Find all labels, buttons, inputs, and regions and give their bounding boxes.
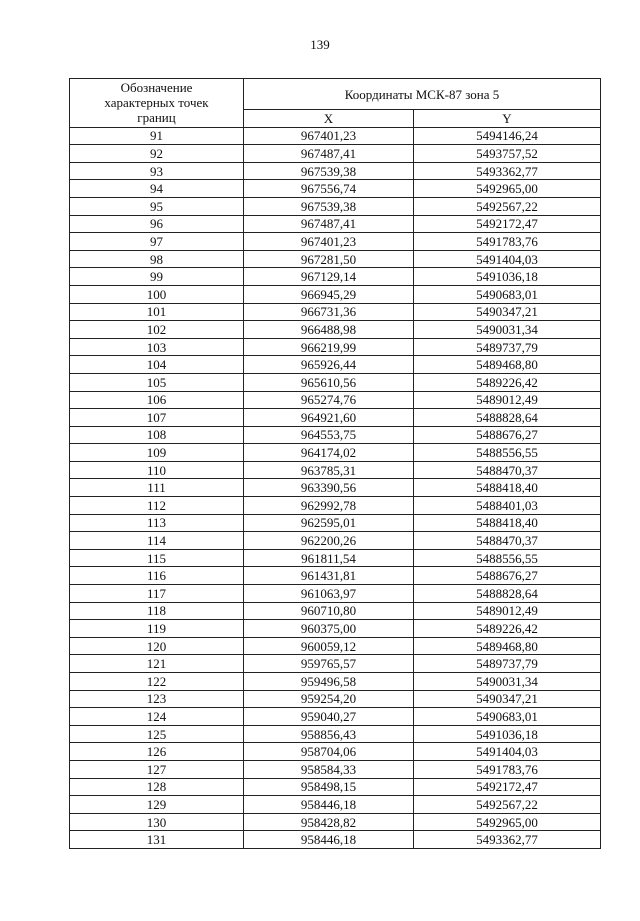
cell-point: 122 xyxy=(70,673,244,691)
cell-y: 5490683,01 xyxy=(414,708,601,726)
cell-y: 5488401,03 xyxy=(414,497,601,515)
cell-point: 104 xyxy=(70,356,244,374)
cell-point: 118 xyxy=(70,602,244,620)
cell-x: 965610,56 xyxy=(244,373,414,391)
cell-x: 967401,23 xyxy=(244,233,414,251)
cell-y: 5489012,49 xyxy=(414,391,601,409)
cell-y: 5488676,27 xyxy=(414,426,601,444)
cell-point: 97 xyxy=(70,233,244,251)
table-row xyxy=(70,813,601,831)
table-row xyxy=(70,585,601,603)
cell-y: 5490683,01 xyxy=(414,285,601,303)
cell-y: 5491036,18 xyxy=(414,268,601,286)
cell-x: 962200,26 xyxy=(244,532,414,550)
cell-y: 5488470,37 xyxy=(414,461,601,479)
cell-y: 5491783,76 xyxy=(414,760,601,778)
cell-point: 100 xyxy=(70,285,244,303)
cell-y: 5493757,52 xyxy=(414,145,601,163)
cell-x: 967401,23 xyxy=(244,127,414,145)
cell-point: 115 xyxy=(70,549,244,567)
header-y: Y xyxy=(414,110,601,128)
cell-y: 5492965,00 xyxy=(414,813,601,831)
cell-y: 5490347,21 xyxy=(414,303,601,321)
cell-y: 5492172,47 xyxy=(414,778,601,796)
header-coordinates: Координаты МСК-87 зона 5 xyxy=(244,79,601,110)
cell-x: 967487,41 xyxy=(244,215,414,233)
cell-point: 107 xyxy=(70,409,244,427)
table-row xyxy=(70,391,601,409)
cell-y: 5490031,34 xyxy=(414,673,601,691)
cell-point: 96 xyxy=(70,215,244,233)
cell-x: 964553,75 xyxy=(244,426,414,444)
table-row xyxy=(70,268,601,286)
cell-point: 121 xyxy=(70,655,244,673)
cell-x: 967556,74 xyxy=(244,180,414,198)
table-header xyxy=(70,79,601,128)
cell-point: 129 xyxy=(70,796,244,814)
cell-point: 103 xyxy=(70,338,244,356)
cell-point: 110 xyxy=(70,461,244,479)
cell-y: 5489737,79 xyxy=(414,655,601,673)
cell-x: 961063,97 xyxy=(244,585,414,603)
table-row xyxy=(70,567,601,585)
cell-y: 5488418,40 xyxy=(414,514,601,532)
cell-x: 958498,15 xyxy=(244,778,414,796)
cell-point: 125 xyxy=(70,725,244,743)
table-row xyxy=(70,321,601,339)
cell-x: 958446,18 xyxy=(244,796,414,814)
cell-x: 958428,82 xyxy=(244,813,414,831)
cell-y: 5489226,42 xyxy=(414,373,601,391)
cell-y: 5489012,49 xyxy=(414,602,601,620)
cell-point: 106 xyxy=(70,391,244,409)
cell-y: 5489226,42 xyxy=(414,620,601,638)
cell-x: 959040,27 xyxy=(244,708,414,726)
table-row xyxy=(70,356,601,374)
table-row xyxy=(70,215,601,233)
cell-point: 130 xyxy=(70,813,244,831)
cell-y: 5490347,21 xyxy=(414,690,601,708)
cell-point: 114 xyxy=(70,532,244,550)
table-row xyxy=(70,655,601,673)
cell-x: 959496,58 xyxy=(244,673,414,691)
table-body xyxy=(70,127,601,848)
table-row xyxy=(70,338,601,356)
cell-y: 5489737,79 xyxy=(414,338,601,356)
cell-y: 5494146,24 xyxy=(414,127,601,145)
table-row xyxy=(70,285,601,303)
cell-point: 108 xyxy=(70,426,244,444)
table-row xyxy=(70,708,601,726)
cell-point: 99 xyxy=(70,268,244,286)
table-row xyxy=(70,145,601,163)
cell-y: 5488676,27 xyxy=(414,567,601,585)
cell-y: 5488828,64 xyxy=(414,585,601,603)
cell-y: 5491404,03 xyxy=(414,743,601,761)
table-row xyxy=(70,549,601,567)
cell-x: 959765,57 xyxy=(244,655,414,673)
cell-y: 5491404,03 xyxy=(414,250,601,268)
cell-x: 959254,20 xyxy=(244,690,414,708)
cell-y: 5492965,00 xyxy=(414,180,601,198)
table-row xyxy=(70,127,601,145)
cell-point: 95 xyxy=(70,197,244,215)
table-row xyxy=(70,180,601,198)
cell-point: 126 xyxy=(70,743,244,761)
cell-x: 967487,41 xyxy=(244,145,414,163)
table-row xyxy=(70,197,601,215)
cell-y: 5488470,37 xyxy=(414,532,601,550)
table-row xyxy=(70,620,601,638)
cell-point: 102 xyxy=(70,321,244,339)
cell-x: 962992,78 xyxy=(244,497,414,515)
cell-y: 5490031,34 xyxy=(414,321,601,339)
cell-point: 113 xyxy=(70,514,244,532)
table-row xyxy=(70,725,601,743)
cell-point: 119 xyxy=(70,620,244,638)
cell-x: 962595,01 xyxy=(244,514,414,532)
table-row xyxy=(70,532,601,550)
table-row xyxy=(70,602,601,620)
table-row xyxy=(70,162,601,180)
header-x: X xyxy=(244,110,414,128)
table-row xyxy=(70,778,601,796)
cell-y: 5491036,18 xyxy=(414,725,601,743)
table-row xyxy=(70,760,601,778)
cell-x: 966731,36 xyxy=(244,303,414,321)
cell-x: 961431,81 xyxy=(244,567,414,585)
cell-point: 105 xyxy=(70,373,244,391)
cell-x: 960710,80 xyxy=(244,602,414,620)
table-row xyxy=(70,426,601,444)
table-row xyxy=(70,444,601,462)
cell-point: 111 xyxy=(70,479,244,497)
cell-x: 965274,76 xyxy=(244,391,414,409)
cell-point: 120 xyxy=(70,637,244,655)
cell-point: 92 xyxy=(70,145,244,163)
table-row xyxy=(70,673,601,691)
cell-y: 5493362,77 xyxy=(414,831,601,849)
page-number: 139 xyxy=(310,37,330,52)
cell-x: 963390,56 xyxy=(244,479,414,497)
cell-point: 116 xyxy=(70,567,244,585)
cell-y: 5493362,77 xyxy=(414,162,601,180)
cell-y: 5491783,76 xyxy=(414,233,601,251)
cell-point: 123 xyxy=(70,690,244,708)
cell-y: 5488556,55 xyxy=(414,444,601,462)
cell-y: 5489468,80 xyxy=(414,356,601,374)
cell-y: 5488828,64 xyxy=(414,409,601,427)
cell-x: 965926,44 xyxy=(244,356,414,374)
coordinates-table xyxy=(69,78,601,849)
cell-point: 117 xyxy=(70,585,244,603)
cell-x: 967129,14 xyxy=(244,268,414,286)
cell-x: 958584,33 xyxy=(244,760,414,778)
cell-x: 964174,02 xyxy=(244,444,414,462)
table-row xyxy=(70,409,601,427)
cell-point: 128 xyxy=(70,778,244,796)
cell-y: 5488418,40 xyxy=(414,479,601,497)
cell-point: 91 xyxy=(70,127,244,145)
cell-x: 960375,00 xyxy=(244,620,414,638)
cell-point: 112 xyxy=(70,497,244,515)
table-row xyxy=(70,461,601,479)
cell-point: 98 xyxy=(70,250,244,268)
table-row xyxy=(70,637,601,655)
cell-y: 5489468,80 xyxy=(414,637,601,655)
cell-x: 963785,31 xyxy=(244,461,414,479)
cell-x: 966488,98 xyxy=(244,321,414,339)
cell-point: 131 xyxy=(70,831,244,849)
header-point-designation xyxy=(70,79,244,128)
cell-x: 960059,12 xyxy=(244,637,414,655)
table-row xyxy=(70,690,601,708)
cell-x: 961811,54 xyxy=(244,549,414,567)
cell-point: 94 xyxy=(70,180,244,198)
cell-point: 93 xyxy=(70,162,244,180)
cell-x: 967539,38 xyxy=(244,197,414,215)
cell-x: 967281,50 xyxy=(244,250,414,268)
cell-y: 5492567,22 xyxy=(414,796,601,814)
table-row xyxy=(70,497,601,515)
cell-x: 964921,60 xyxy=(244,409,414,427)
cell-point: 101 xyxy=(70,303,244,321)
header-point-line: границ xyxy=(137,110,176,126)
table-row xyxy=(70,373,601,391)
table-row xyxy=(70,479,601,497)
header-point-line: Обозначение xyxy=(120,80,193,96)
table-row xyxy=(70,831,601,849)
cell-point: 124 xyxy=(70,708,244,726)
cell-y: 5492567,22 xyxy=(414,197,601,215)
table-row xyxy=(70,250,601,268)
cell-y: 5492172,47 xyxy=(414,215,601,233)
cell-x: 958704,06 xyxy=(244,743,414,761)
cell-x: 958856,43 xyxy=(244,725,414,743)
header-point-line: характерных точек xyxy=(104,95,209,111)
cell-x: 967539,38 xyxy=(244,162,414,180)
table-row xyxy=(70,796,601,814)
table-row xyxy=(70,514,601,532)
table-row xyxy=(70,743,601,761)
cell-x: 966219,99 xyxy=(244,338,414,356)
table-row xyxy=(70,303,601,321)
cell-x: 958446,18 xyxy=(244,831,414,849)
cell-point: 109 xyxy=(70,444,244,462)
cell-y: 5488556,55 xyxy=(414,549,601,567)
cell-x: 966945,29 xyxy=(244,285,414,303)
cell-point: 127 xyxy=(70,760,244,778)
table-row xyxy=(70,233,601,251)
